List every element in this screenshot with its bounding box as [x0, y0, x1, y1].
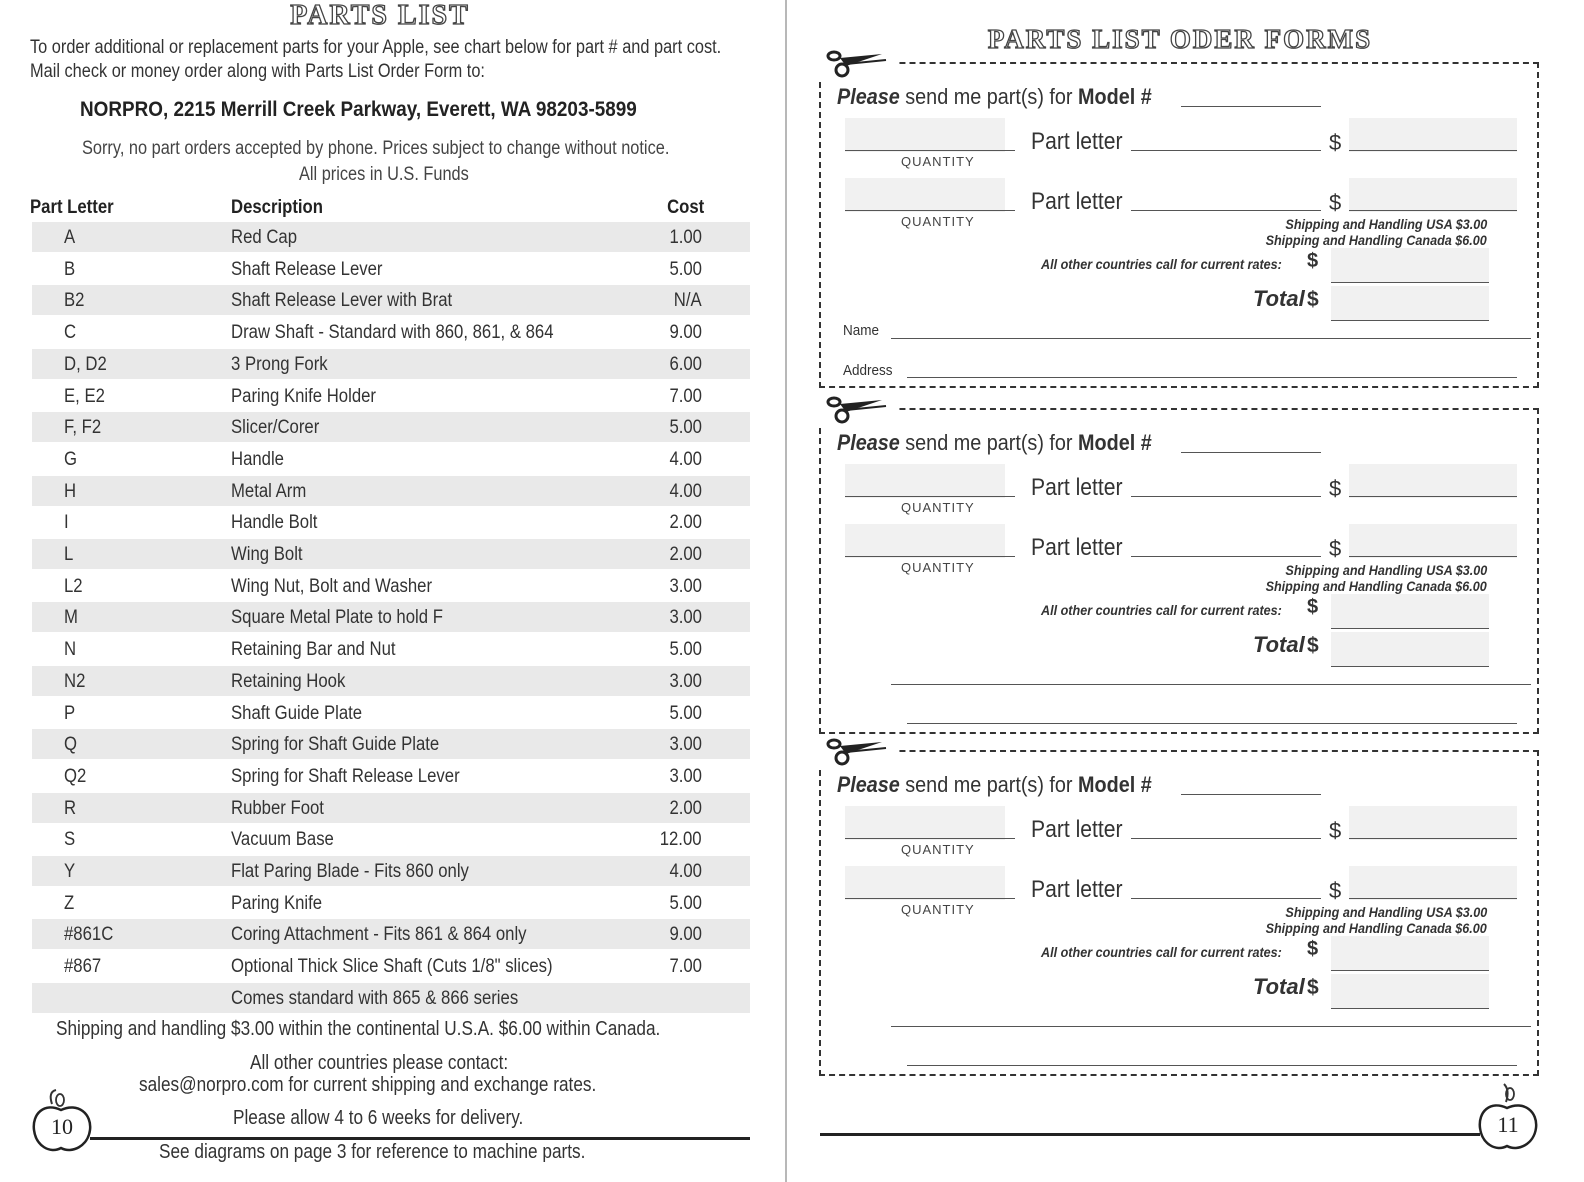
rates-box — [1331, 248, 1489, 282]
header-part-letter: Part Letter — [30, 197, 114, 218]
table-row — [32, 349, 750, 379]
total-field[interactable] — [1331, 666, 1489, 667]
cost-cell: 2.00 — [669, 544, 702, 565]
model-number-field[interactable] — [1181, 794, 1321, 795]
shipping-usa-line — [1285, 562, 1487, 578]
rates-field[interactable] — [1331, 282, 1489, 283]
price-box — [1349, 178, 1517, 212]
part-letter-label: Part letter — [1031, 474, 1123, 501]
order-form — [819, 62, 1539, 388]
table-row — [32, 222, 750, 252]
total-label: Total — [1253, 974, 1305, 999]
part-letter-cell: L2 — [64, 575, 83, 597]
table-row — [32, 729, 750, 759]
quantity-field[interactable] — [845, 496, 1015, 497]
model-request-line — [837, 84, 1152, 110]
shipping-canada-line — [1266, 232, 1487, 248]
rates-box — [1331, 594, 1489, 628]
order-forms-title: PARTS LIST ODER FORMS — [987, 24, 1373, 54]
model-number-field[interactable] — [1181, 452, 1321, 453]
part-letter-cell: H — [64, 480, 77, 502]
description-cell: Paring Knife Holder — [231, 385, 376, 407]
description-cell: Handle Bolt — [231, 512, 318, 534]
cost-cell: 5.00 — [669, 639, 702, 661]
address-label: Address — [843, 362, 893, 379]
dollar-sign: $ — [1307, 288, 1319, 311]
part-letter-cell: N — [64, 639, 77, 661]
name-field[interactable] — [891, 1026, 1531, 1027]
contact-line-1: All other countries please contact: — [250, 1052, 509, 1074]
notice-line-2: All prices in U.S. Funds — [299, 164, 469, 185]
model-label: Model # — [1078, 430, 1152, 455]
dollar-sign: $ — [1307, 976, 1319, 999]
total-box — [1331, 286, 1489, 320]
part-letter-cell: R — [64, 797, 77, 819]
cost-cell: 1.00 — [669, 227, 702, 248]
description-cell: Vacuum Base — [231, 829, 334, 851]
quantity-field[interactable] — [845, 210, 1015, 211]
quantity-box — [845, 464, 1005, 498]
table-row — [32, 793, 750, 823]
cost-cell: 2.00 — [669, 512, 702, 534]
model-number-field[interactable] — [1181, 106, 1321, 107]
address-field[interactable] — [907, 1065, 1517, 1066]
part-letter-cell: P — [64, 702, 76, 724]
cost-cell: 9.00 — [669, 322, 702, 344]
shipping-usa-price: $3.00 — [1455, 904, 1487, 920]
shipping-canada-label: Shipping and Handling Canada — [1265, 920, 1452, 936]
description-cell: Wing Nut, Bolt and Washer — [231, 575, 433, 597]
part-letter-cell: G — [64, 448, 78, 470]
page-spine — [785, 0, 787, 1182]
table-row — [32, 507, 750, 537]
description-cell: Rubber Foot — [231, 797, 324, 819]
cost-cell: 4.00 — [669, 480, 702, 502]
shipping-usa-label: Shipping and Handling USA — [1285, 216, 1452, 232]
model-label: Model # — [1078, 84, 1152, 109]
description-cell: Wing Bolt — [231, 544, 303, 565]
total-box — [1331, 974, 1489, 1008]
part-letter-cell: N2 — [64, 670, 86, 692]
cost-cell: 5.00 — [669, 892, 702, 914]
quantity-field[interactable] — [845, 898, 1015, 899]
page-number-badge-right — [1476, 1080, 1540, 1160]
quantity-field[interactable] — [845, 150, 1015, 151]
part-letter-label: Part letter — [1031, 876, 1123, 903]
part-letter-label: Part letter — [1031, 534, 1123, 561]
order-form — [819, 750, 1539, 1076]
part-letter-field[interactable] — [1131, 496, 1321, 497]
part-letter-cell: Q — [64, 734, 78, 756]
cost-cell: 3.00 — [669, 607, 702, 629]
parts-table-header — [0, 192, 750, 222]
diagrams-note: See diagrams on page 3 for reference to machine parts. — [159, 1141, 586, 1163]
part-letter-cell: C — [64, 322, 77, 344]
other-countries-label: All other countries call for current rates: — [1041, 602, 1282, 618]
price-box — [1349, 866, 1517, 900]
part-letter-label: Part letter — [1031, 128, 1123, 155]
cost-cell: 3.00 — [669, 734, 702, 756]
page-number-left: 10 — [51, 1114, 73, 1139]
quantity-box — [845, 806, 1005, 840]
description-cell: 3 Prong Fork — [231, 353, 328, 375]
shipping-usa-label: Shipping and Handling USA — [1285, 562, 1452, 578]
dollar-sign: $ — [1329, 536, 1342, 561]
total-label: Total — [1253, 286, 1305, 311]
cost-cell: 4.00 — [669, 448, 702, 470]
rates-box — [1331, 936, 1489, 970]
quantity-label: QUANTITY — [901, 154, 975, 169]
address-field[interactable] — [907, 377, 1517, 378]
table-row — [32, 285, 750, 315]
please-label: Please — [837, 772, 900, 797]
quantity-box — [845, 178, 1005, 212]
rates-field[interactable] — [1331, 628, 1489, 629]
total-field[interactable] — [1331, 1008, 1489, 1009]
shipping-canada-price: $6.00 — [1455, 920, 1487, 936]
part-letter-cell: B — [64, 258, 76, 280]
table-row — [32, 634, 750, 664]
scissors-icon — [816, 46, 896, 82]
footer-rule — [90, 1137, 750, 1140]
cost-cell: 4.00 — [669, 861, 702, 882]
header-cost: Cost — [666, 197, 704, 218]
table-row — [32, 919, 750, 949]
shipping-canada-line — [1266, 920, 1487, 936]
total-box — [1331, 632, 1489, 666]
cost-cell: 3.00 — [669, 765, 702, 787]
shipping-note: Shipping and handling $3.00 within the continental U.S.A. $6.00 within Canada. — [56, 1018, 661, 1040]
description-cell: Metal Arm — [231, 480, 307, 502]
description-cell: Paring Knife — [231, 892, 323, 914]
description-cell: Spring for Shaft Guide Plate — [231, 734, 440, 756]
description-cell: Spring for Shaft Release Lever — [231, 765, 460, 787]
quantity-label: QUANTITY — [901, 842, 975, 857]
cost-cell: N/A — [674, 290, 702, 312]
description-cell: Comes standard with 865 & 866 series — [231, 987, 519, 1009]
cost-cell: 7.00 — [669, 385, 702, 407]
scissors-icon — [816, 392, 896, 428]
model-request-line — [837, 772, 1152, 798]
price-box — [1349, 524, 1517, 558]
cost-cell: 3.00 — [669, 670, 702, 692]
model-request-line — [837, 430, 1152, 456]
part-letter-field[interactable] — [1131, 150, 1321, 151]
table-row — [32, 698, 750, 728]
quantity-label: QUANTITY — [901, 500, 975, 515]
rates-field[interactable] — [1331, 970, 1489, 971]
left-page — [0, 0, 780, 1182]
page-number-badge-left — [30, 1088, 94, 1158]
dollar-sign: $ — [1307, 938, 1319, 960]
total-field[interactable] — [1331, 320, 1489, 321]
description-cell: Shaft Release Lever with Brat — [231, 290, 453, 312]
price-field[interactable] — [1349, 496, 1517, 497]
header-description: Description — [231, 197, 323, 218]
description-cell: Shaft Guide Plate — [231, 702, 363, 724]
cost-cell: 3.00 — [669, 575, 702, 597]
dollar-sign: $ — [1329, 190, 1342, 215]
delivery-note: Please allow 4 to 6 weeks for delivery. — [233, 1107, 524, 1129]
send-text: send me part(s) for — [905, 430, 1073, 455]
table-row — [32, 888, 750, 918]
notice-line-1: Sorry, no part orders accepted by phone. Prices subject to change without notice. — [82, 138, 670, 159]
quantity-label: QUANTITY — [901, 560, 975, 575]
part-letter-cell: A — [64, 227, 76, 248]
price-field[interactable] — [1349, 838, 1517, 839]
parts-list-title: PARTS LIST — [290, 0, 470, 31]
part-letter-cell: Q2 — [64, 765, 87, 787]
table-row — [32, 444, 750, 474]
table-row — [32, 381, 750, 411]
description-cell: Flat Paring Blade - Fits 860 only — [231, 861, 469, 882]
price-field[interactable] — [1349, 898, 1517, 899]
price-box — [1349, 464, 1517, 498]
address-field[interactable] — [907, 723, 1517, 724]
cost-cell: 6.00 — [669, 353, 702, 375]
table-row — [32, 254, 750, 284]
quantity-field[interactable] — [845, 556, 1015, 557]
dollar-sign: $ — [1329, 818, 1342, 843]
please-label: Please — [837, 430, 900, 455]
part-letter-cell: Z — [64, 892, 75, 914]
mailing-address: NORPRO, 2215 Merrill Creek Parkway, Everett, WA 98203-5899 — [80, 98, 637, 121]
cost-cell: 7.00 — [669, 956, 702, 978]
model-label: Model # — [1078, 772, 1152, 797]
name-field[interactable] — [891, 338, 1531, 339]
description-cell: Square Metal Plate to hold F — [231, 607, 443, 629]
shipping-canada-line — [1266, 578, 1487, 594]
cost-cell: 9.00 — [669, 924, 702, 946]
part-letter-cell: I — [64, 512, 69, 534]
quantity-label: QUANTITY — [901, 214, 975, 229]
part-letter-label: Part letter — [1031, 188, 1123, 215]
please-label: Please — [837, 84, 900, 109]
total-label: Total — [1253, 632, 1305, 657]
contact-line-2: sales@norpro.com for current shipping and exchange rates. — [139, 1074, 597, 1096]
part-letter-cell: B2 — [64, 290, 85, 312]
shipping-usa-line — [1285, 904, 1487, 920]
price-box — [1349, 806, 1517, 840]
part-letter-cell: E, E2 — [64, 385, 105, 407]
other-countries-label: All other countries call for current rates: — [1041, 256, 1282, 272]
part-letter-label: Part letter — [1031, 816, 1123, 843]
shipping-canada-price: $6.00 — [1455, 232, 1487, 248]
cost-cell: 5.00 — [669, 417, 702, 439]
other-countries-label: All other countries call for current rates: — [1041, 944, 1282, 960]
dollar-sign: $ — [1307, 634, 1319, 657]
cost-cell: 2.00 — [669, 797, 702, 819]
name-field[interactable] — [891, 684, 1531, 685]
dollar-sign: $ — [1329, 130, 1342, 155]
part-letter-cell: L — [64, 544, 74, 565]
part-letter-field[interactable] — [1131, 898, 1321, 899]
dollar-sign: $ — [1329, 476, 1342, 501]
description-cell: Handle — [231, 448, 284, 470]
description-cell: Optional Thick Slice Shaft (Cuts 1/8" slices) — [231, 956, 553, 978]
right-page — [790, 0, 1584, 1182]
part-letter-cell: Y — [64, 861, 76, 882]
dollar-sign: $ — [1307, 596, 1319, 618]
quantity-label: QUANTITY — [901, 902, 975, 917]
description-cell: Slicer/Corer — [231, 417, 320, 439]
description-cell: Red Cap — [231, 227, 297, 248]
shipping-canada-price: $6.00 — [1455, 578, 1487, 594]
intro-line-2: Mail check or money order along with Parts List Order Form to: — [30, 61, 485, 82]
part-letter-field[interactable] — [1131, 556, 1321, 557]
price-box — [1349, 118, 1517, 152]
table-row — [32, 951, 750, 981]
quantity-box — [845, 524, 1005, 558]
table-row — [32, 602, 750, 632]
quantity-box — [845, 866, 1005, 900]
shipping-usa-line — [1285, 216, 1487, 232]
scissors-icon — [816, 734, 896, 770]
shipping-usa-price: $3.00 — [1455, 562, 1487, 578]
description-cell: Coring Attachment - Fits 861 & 864 only — [231, 924, 527, 946]
description-cell: Retaining Bar and Nut — [231, 639, 396, 661]
table-row — [32, 761, 750, 791]
part-letter-field[interactable] — [1131, 838, 1321, 839]
table-row — [32, 412, 750, 442]
table-row — [32, 539, 750, 569]
send-text: send me part(s) for — [905, 84, 1073, 109]
part-letter-cell: #867 — [64, 956, 102, 978]
cost-cell: 5.00 — [669, 702, 702, 724]
intro-line-1: To order additional or replacement parts for your Apple, see chart below for part # and part cost. — [30, 37, 722, 58]
cost-cell: 5.00 — [669, 258, 702, 280]
table-row — [32, 983, 750, 1013]
table-row — [32, 856, 750, 886]
shipping-canada-label: Shipping and Handling Canada — [1265, 578, 1452, 594]
part-letter-field[interactable] — [1131, 210, 1321, 211]
footer-rule-right — [820, 1133, 1480, 1136]
shipping-usa-label: Shipping and Handling USA — [1285, 904, 1452, 920]
price-field[interactable] — [1349, 556, 1517, 557]
quantity-box — [845, 118, 1005, 152]
shipping-usa-price: $3.00 — [1455, 216, 1487, 232]
table-row — [32, 571, 750, 601]
price-field[interactable] — [1349, 210, 1517, 211]
name-label: Name — [843, 322, 880, 339]
page-number-right: 11 — [1497, 1112, 1519, 1137]
part-letter-cell: M — [64, 607, 78, 629]
cost-cell: 12.00 — [660, 829, 702, 851]
dollar-sign: $ — [1329, 878, 1342, 903]
price-field[interactable] — [1349, 150, 1517, 151]
table-row — [32, 476, 750, 506]
shipping-canada-label: Shipping and Handling Canada — [1265, 232, 1452, 248]
part-letter-cell: S — [64, 829, 76, 851]
order-form — [819, 408, 1539, 734]
quantity-field[interactable] — [845, 838, 1015, 839]
table-row — [32, 666, 750, 696]
table-row — [32, 317, 750, 347]
part-letter-cell: F, F2 — [64, 417, 102, 439]
description-cell: Shaft Release Lever — [231, 258, 383, 280]
part-letter-cell: D, D2 — [64, 353, 107, 375]
table-row — [32, 824, 750, 854]
dollar-sign: $ — [1307, 250, 1319, 272]
send-text: send me part(s) for — [905, 772, 1073, 797]
part-letter-cell: #861C — [64, 924, 114, 946]
description-cell: Draw Shaft - Standard with 860, 861, & 864 — [231, 322, 554, 344]
description-cell: Retaining Hook — [231, 670, 346, 692]
